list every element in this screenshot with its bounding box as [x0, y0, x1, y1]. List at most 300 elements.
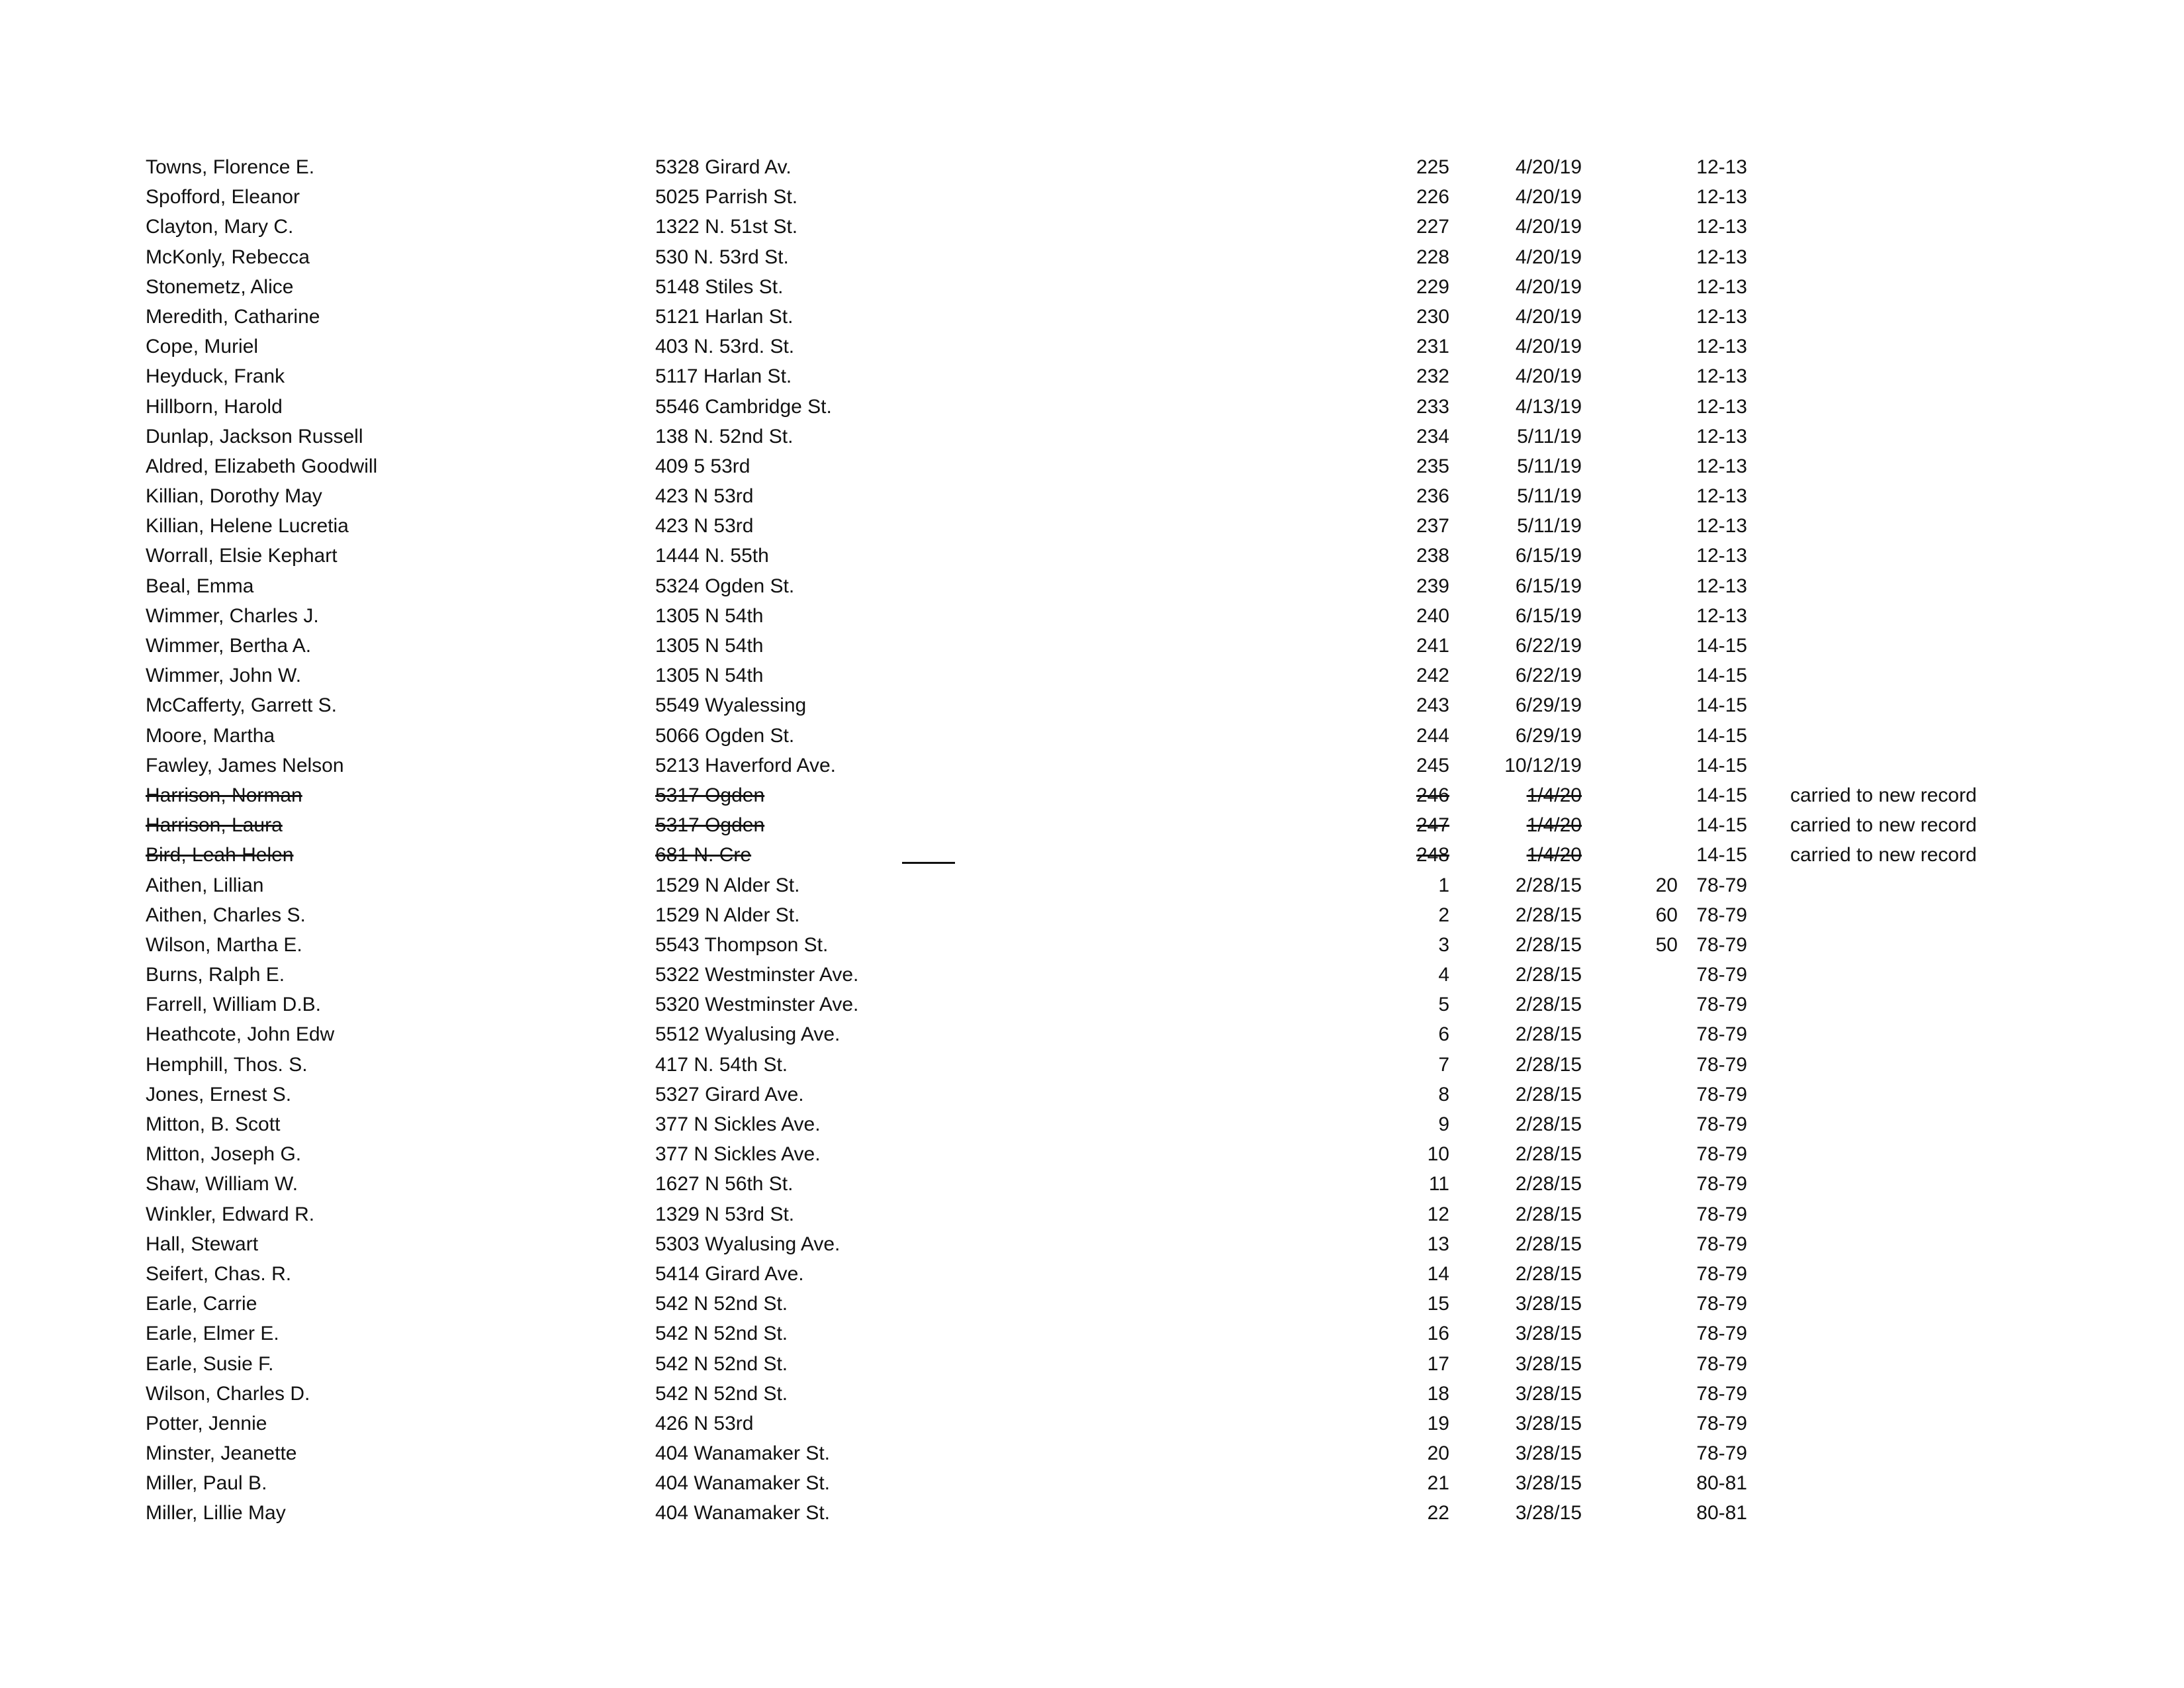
record-amount	[1569, 361, 1678, 391]
table-row	[146, 751, 1933, 780]
record-number: 2	[1438, 904, 1449, 926]
record-number: 5	[1438, 994, 1449, 1016]
record-date: 6/15/19	[1515, 545, 1582, 567]
member-address: 5324 Ogden St.	[655, 575, 795, 597]
record-note: carried to new record	[1790, 784, 1977, 806]
record-date: 1/4/20	[1526, 784, 1582, 806]
member-name: Miller, Paul B.	[146, 1472, 267, 1495]
member-name: Bird, Leah Helen	[146, 844, 294, 867]
member-address: 423 N 53rd	[655, 485, 754, 508]
member-name: Beal, Emma	[146, 575, 254, 597]
member-name: Jones, Ernest S.	[146, 1083, 292, 1105]
record-number: 17	[1427, 1352, 1449, 1375]
member-address: 542 N 52nd St.	[655, 1352, 788, 1375]
record-amount	[1569, 451, 1678, 481]
table-row	[146, 721, 1933, 751]
record-note: carried to new record	[1790, 814, 1977, 837]
record-date: 6/29/19	[1515, 724, 1582, 747]
table-row	[146, 1379, 1933, 1409]
record-number: 10	[1427, 1143, 1449, 1166]
page-reference: 14-15	[1696, 754, 1747, 776]
record-number: 228	[1416, 246, 1449, 268]
record-date: 5/11/19	[1517, 455, 1582, 477]
table-row	[146, 661, 1933, 690]
member-name: Mitton, B. Scott	[146, 1113, 281, 1135]
page-reference: 78-79	[1696, 1113, 1747, 1135]
record-amount	[1569, 1080, 1678, 1109]
record-number: 244	[1416, 724, 1449, 747]
record-number: 18	[1427, 1382, 1449, 1405]
table-row	[146, 1199, 1933, 1229]
table-row	[146, 422, 1933, 451]
record-date: 3/28/15	[1515, 1412, 1582, 1434]
member-address: 1322 N. 51st St.	[655, 216, 798, 238]
record-number: 8	[1438, 1083, 1449, 1105]
record-number: 230	[1416, 305, 1449, 328]
page-reference: 78-79	[1696, 1382, 1747, 1405]
record-number: 4	[1438, 964, 1449, 986]
page-reference: 78-79	[1696, 1412, 1747, 1434]
page-reference: 14-15	[1696, 844, 1747, 867]
table-row	[146, 1109, 1933, 1139]
member-address: 403 N. 53rd. St.	[655, 336, 795, 358]
record-amount	[1569, 1229, 1678, 1259]
page-reference: 78-79	[1696, 994, 1747, 1016]
page-reference: 14-15	[1696, 724, 1747, 747]
member-address: 404 Wanamaker St.	[655, 1442, 831, 1465]
member-address: 5546 Cambridge St.	[655, 395, 832, 418]
record-date: 4/20/19	[1515, 186, 1582, 209]
record-date: 2/28/15	[1515, 964, 1582, 986]
member-address: 138 N. 52nd St.	[655, 425, 794, 447]
record-number: 233	[1416, 395, 1449, 418]
page-reference: 12-13	[1696, 216, 1747, 238]
record-number: 231	[1416, 336, 1449, 358]
member-address: 5317 Ogden	[655, 784, 765, 806]
record-number: 243	[1416, 694, 1449, 717]
page-reference: 78-79	[1696, 1083, 1747, 1105]
record-number: 15	[1427, 1293, 1449, 1315]
member-address: 681 N. Cre	[655, 844, 752, 867]
member-address: 5414 Girard Ave.	[655, 1262, 804, 1285]
member-address: 5066 Ogden St.	[655, 724, 795, 747]
record-number: 20	[1427, 1442, 1449, 1465]
record-amount	[1569, 631, 1678, 661]
member-name: Harrison, Norman	[146, 784, 302, 806]
record-number: 236	[1416, 485, 1449, 508]
record-date: 4/20/19	[1515, 336, 1582, 358]
record-amount	[1569, 152, 1678, 182]
record-date: 3/28/15	[1515, 1323, 1582, 1345]
table-row	[146, 1409, 1933, 1438]
member-address: 5303 Wyalusing Ave.	[655, 1233, 841, 1255]
table-row	[146, 631, 1933, 661]
page-reference: 78-79	[1696, 1053, 1747, 1076]
member-name: Fawley, James Nelson	[146, 754, 344, 776]
record-amount	[1569, 541, 1678, 571]
member-name: Stonemetz, Alice	[146, 275, 294, 298]
member-name: Potter, Jennie	[146, 1412, 267, 1434]
member-address: 5512 Wyalusing Ave.	[655, 1023, 841, 1046]
member-name: Wimmer, Charles J.	[146, 604, 319, 627]
member-address: 1305 N 54th	[655, 635, 764, 657]
member-name: Miller, Lillie May	[146, 1502, 286, 1524]
record-date: 2/28/15	[1515, 1083, 1582, 1105]
table-row	[146, 1259, 1933, 1289]
record-date: 6/22/19	[1515, 665, 1582, 687]
member-address: 5327 Girard Ave.	[655, 1083, 804, 1105]
record-date: 5/11/19	[1517, 425, 1582, 447]
member-address: 417 N. 54th St.	[655, 1053, 788, 1076]
record-number: 21	[1427, 1472, 1449, 1495]
member-address: 426 N 53rd	[655, 1412, 754, 1434]
record-amount: 50	[1655, 933, 1678, 956]
record-number: 241	[1416, 635, 1449, 657]
table-row	[146, 601, 1933, 631]
member-address: 377 N Sickles Ave.	[655, 1143, 821, 1166]
record-number: 9	[1438, 1113, 1449, 1135]
record-number: 7	[1438, 1053, 1449, 1076]
page-reference: 14-15	[1696, 694, 1747, 717]
member-name: Wilson, Charles D.	[146, 1382, 310, 1405]
page-reference: 12-13	[1696, 604, 1747, 627]
record-date: 2/28/15	[1515, 1203, 1582, 1225]
record-date: 3/28/15	[1515, 1502, 1582, 1524]
record-number: 12	[1427, 1203, 1449, 1225]
page-reference: 12-13	[1696, 395, 1747, 418]
page-reference: 14-15	[1696, 665, 1747, 687]
member-address: 542 N 52nd St.	[655, 1323, 788, 1345]
member-name: Mitton, Joseph G.	[146, 1143, 302, 1166]
table-row	[146, 182, 1933, 212]
page-reference: 12-13	[1696, 515, 1747, 538]
page-reference: 14-15	[1696, 814, 1747, 837]
record-amount	[1569, 481, 1678, 511]
page-reference: 12-13	[1696, 485, 1747, 508]
record-amount	[1569, 960, 1678, 990]
record-amount	[1569, 721, 1678, 751]
member-name: Earle, Susie F.	[146, 1352, 274, 1375]
record-number: 234	[1416, 425, 1449, 447]
table-row	[146, 1229, 1933, 1259]
member-address: 530 N. 53rd St.	[655, 246, 789, 268]
member-address: 423 N 53rd	[655, 515, 754, 538]
record-amount	[1569, 751, 1678, 780]
record-date: 1/4/20	[1526, 814, 1582, 837]
record-amount	[1569, 182, 1678, 212]
record-amount	[1569, 601, 1678, 631]
member-name: Farrell, William D.B.	[146, 994, 322, 1016]
page-reference: 12-13	[1696, 186, 1747, 209]
record-number: 232	[1416, 365, 1449, 388]
member-name: McCafferty, Garrett S.	[146, 694, 337, 717]
record-date: 2/28/15	[1515, 1023, 1582, 1046]
table-row	[146, 690, 1933, 720]
record-amount	[1569, 1139, 1678, 1169]
record-date: 5/11/19	[1517, 485, 1582, 508]
record-amount	[1569, 690, 1678, 720]
page-reference: 78-79	[1696, 1143, 1747, 1166]
member-name: Burns, Ralph E.	[146, 964, 285, 986]
member-name: McKonly, Rebecca	[146, 246, 310, 268]
member-address: 1329 N 53rd St.	[655, 1203, 795, 1225]
table-row	[146, 1139, 1933, 1169]
page-reference: 12-13	[1696, 246, 1747, 268]
record-number: 13	[1427, 1233, 1449, 1255]
record-amount	[1569, 392, 1678, 422]
record-amount	[1569, 1050, 1678, 1080]
record-number: 19	[1427, 1412, 1449, 1434]
page-reference: 12-13	[1696, 545, 1747, 567]
record-amount	[1569, 780, 1678, 810]
member-name: Cope, Muriel	[146, 336, 259, 358]
table-row	[146, 511, 1933, 541]
page-reference: 78-79	[1696, 1293, 1747, 1315]
record-amount	[1569, 840, 1678, 870]
member-name: Aithen, Charles S.	[146, 904, 306, 926]
record-amount	[1569, 1438, 1678, 1468]
page-reference: 12-13	[1696, 365, 1747, 388]
member-address: 377 N Sickles Ave.	[655, 1113, 821, 1135]
record-number: 22	[1427, 1502, 1449, 1524]
table-row	[146, 392, 1933, 422]
member-name: Meredith, Catharine	[146, 305, 320, 328]
record-amount	[1569, 661, 1678, 690]
record-date: 4/20/19	[1515, 216, 1582, 238]
page-reference: 78-79	[1696, 1173, 1747, 1196]
record-amount	[1569, 302, 1678, 332]
page-reference: 78-79	[1696, 1323, 1747, 1345]
record-number: 1	[1438, 874, 1449, 896]
table-row	[146, 1438, 1933, 1468]
record-date: 2/28/15	[1515, 1233, 1582, 1255]
table-row	[146, 332, 1933, 361]
record-amount	[1569, 1409, 1678, 1438]
record-date: 2/28/15	[1515, 904, 1582, 926]
page-reference: 78-79	[1696, 964, 1747, 986]
record-amount	[1569, 571, 1678, 601]
record-date: 6/15/19	[1515, 575, 1582, 597]
table-row	[146, 541, 1933, 571]
member-name: Aldred, Elizabeth Goodwill	[146, 455, 378, 477]
page-reference: 78-79	[1696, 933, 1747, 956]
record-amount	[1569, 212, 1678, 242]
table-row	[146, 1080, 1933, 1109]
record-date: 10/12/19	[1504, 754, 1582, 776]
member-name: Dunlap, Jackson Russell	[146, 425, 363, 447]
page-reference: 12-13	[1696, 575, 1747, 597]
record-table	[146, 152, 1977, 1528]
member-name: Clayton, Mary C.	[146, 216, 294, 238]
record-date: 4/20/19	[1515, 156, 1582, 178]
member-address: 5322 Westminster Ave.	[655, 964, 859, 986]
record-number: 239	[1416, 575, 1449, 597]
table-row	[146, 1349, 1933, 1379]
member-address: 5121 Harlan St.	[655, 305, 794, 328]
table-row	[146, 780, 1977, 810]
record-amount	[1569, 1289, 1678, 1319]
record-date: 3/28/15	[1515, 1442, 1582, 1465]
record-amount	[1569, 1319, 1678, 1348]
member-name: Winkler, Edward R.	[146, 1203, 315, 1225]
member-address: 542 N 52nd St.	[655, 1382, 788, 1405]
member-name: Worrall, Elsie Kephart	[146, 545, 338, 567]
member-address: 1444 N. 55th	[655, 545, 769, 567]
table-row	[146, 451, 1933, 481]
record-date: 2/28/15	[1515, 874, 1582, 896]
record-date: 4/20/19	[1515, 246, 1582, 268]
record-date: 4/20/19	[1515, 305, 1582, 328]
record-date: 2/28/15	[1515, 1173, 1582, 1196]
table-row	[146, 272, 1933, 302]
record-amount	[1569, 1109, 1678, 1139]
page-reference: 80-81	[1696, 1472, 1747, 1495]
member-address: 5148 Stiles St.	[655, 275, 784, 298]
member-address: 5549 Wyalessing	[655, 694, 807, 717]
member-address: 404 Wanamaker St.	[655, 1502, 831, 1524]
record-amount	[1569, 990, 1678, 1019]
table-row	[146, 481, 1933, 511]
record-date: 2/28/15	[1515, 994, 1582, 1016]
table-row	[146, 960, 1933, 990]
record-number: 248	[1416, 844, 1449, 867]
table-row	[146, 302, 1933, 332]
record-amount	[1569, 511, 1678, 541]
record-amount: 20	[1655, 874, 1678, 896]
page-reference: 78-79	[1696, 1023, 1747, 1046]
member-name: Aithen, Lillian	[146, 874, 264, 896]
record-number: 3	[1438, 933, 1449, 956]
record-date: 2/28/15	[1515, 1113, 1582, 1135]
record-date: 4/20/19	[1515, 365, 1582, 388]
member-address: 5117 Harlan St.	[655, 365, 792, 388]
record-amount	[1569, 1259, 1678, 1289]
record-number: 11	[1428, 1173, 1449, 1196]
member-name: Minster, Jeanette	[146, 1442, 297, 1465]
record-date: 3/28/15	[1515, 1382, 1582, 1405]
page-reference: 12-13	[1696, 455, 1747, 477]
record-date: 2/28/15	[1515, 1143, 1582, 1166]
record-date: 4/20/19	[1515, 275, 1582, 298]
record-note: carried to new record	[1790, 844, 1977, 867]
page-reference: 78-79	[1696, 874, 1747, 896]
record-number: 237	[1416, 515, 1449, 538]
record-amount	[1569, 242, 1678, 272]
page-reference: 80-81	[1696, 1502, 1747, 1524]
member-address: 5320 Westminster Ave.	[655, 994, 859, 1016]
record-number: 238	[1416, 545, 1449, 567]
record-number: 229	[1416, 275, 1449, 298]
table-row	[146, 1169, 1933, 1199]
record-date: 6/22/19	[1515, 635, 1582, 657]
record-number: 6	[1438, 1023, 1449, 1046]
record-date: 4/13/19	[1515, 395, 1582, 418]
member-name: Earle, Carrie	[146, 1293, 257, 1315]
table-row	[146, 930, 1933, 960]
table-row	[146, 870, 1933, 900]
table-row	[146, 990, 1933, 1019]
member-name: Harrison, Laura	[146, 814, 283, 837]
record-number: 227	[1416, 216, 1449, 238]
member-name: Spofford, Eleanor	[146, 186, 300, 209]
record-amount	[1569, 1468, 1678, 1498]
record-date: 2/28/15	[1515, 933, 1582, 956]
page-reference: 78-79	[1696, 1262, 1747, 1285]
record-amount	[1569, 272, 1678, 302]
record-amount	[1569, 422, 1678, 451]
member-name: Killian, Dorothy May	[146, 485, 322, 508]
table-row	[146, 212, 1933, 242]
page-reference: 12-13	[1696, 336, 1747, 358]
record-number: 246	[1416, 784, 1449, 806]
record-amount	[1569, 1379, 1678, 1409]
record-number: 14	[1427, 1262, 1449, 1285]
record-amount	[1569, 1019, 1678, 1049]
page-reference: 12-13	[1696, 275, 1747, 298]
record-number: 240	[1416, 604, 1449, 627]
record-amount	[1569, 332, 1678, 361]
member-address: 5025 Parrish St.	[655, 186, 798, 209]
table-row	[146, 152, 1933, 182]
record-amount	[1569, 1349, 1678, 1379]
record-date: 5/11/19	[1517, 515, 1582, 538]
table-row	[146, 242, 1933, 272]
page-reference: 78-79	[1696, 904, 1747, 926]
member-name: Hemphill, Thos. S.	[146, 1053, 308, 1076]
table-row	[146, 900, 1933, 930]
record-amount	[1569, 1199, 1678, 1229]
record-date: 1/4/20	[1526, 844, 1582, 867]
record-number: 16	[1427, 1323, 1449, 1345]
record-amount	[1569, 1169, 1678, 1199]
member-name: Hillborn, Harold	[146, 395, 283, 418]
record-number: 245	[1416, 754, 1449, 776]
record-amount	[1569, 810, 1678, 840]
member-name: Heathcote, John Edw	[146, 1023, 335, 1046]
table-row	[146, 361, 1933, 391]
member-address: 5213 Haverford Ave.	[655, 754, 836, 776]
member-name: Wimmer, John W.	[146, 665, 302, 687]
member-name: Earle, Elmer E.	[146, 1323, 279, 1345]
record-date: 3/28/15	[1515, 1293, 1582, 1315]
table-row	[146, 571, 1933, 601]
member-address: 409 5 53rd	[655, 455, 751, 477]
record-number: 242	[1416, 665, 1449, 687]
table-row	[146, 1319, 1933, 1348]
record-amount: 60	[1655, 904, 1678, 926]
member-name: Seifert, Chas. R.	[146, 1262, 292, 1285]
member-address: 542 N 52nd St.	[655, 1293, 788, 1315]
table-row	[146, 1050, 1933, 1080]
member-address: 5328 Girard Av.	[655, 156, 792, 178]
record-number: 225	[1416, 156, 1449, 178]
page-reference: 78-79	[1696, 1203, 1747, 1225]
member-name: Hall, Stewart	[146, 1233, 259, 1255]
record-date: 6/29/19	[1515, 694, 1582, 717]
member-address: 404 Wanamaker St.	[655, 1472, 831, 1495]
member-name: Moore, Martha	[146, 724, 275, 747]
table-row	[146, 1289, 1933, 1319]
table-row	[146, 1468, 1933, 1498]
page-reference: 78-79	[1696, 1352, 1747, 1375]
member-name: Shaw, William W.	[146, 1173, 298, 1196]
record-amount	[1569, 1498, 1678, 1528]
page-reference: 78-79	[1696, 1233, 1747, 1255]
table-row	[146, 810, 1977, 840]
member-name: Heyduck, Frank	[146, 365, 285, 388]
page-reference: 14-15	[1696, 784, 1747, 806]
record-number: 247	[1416, 814, 1449, 837]
